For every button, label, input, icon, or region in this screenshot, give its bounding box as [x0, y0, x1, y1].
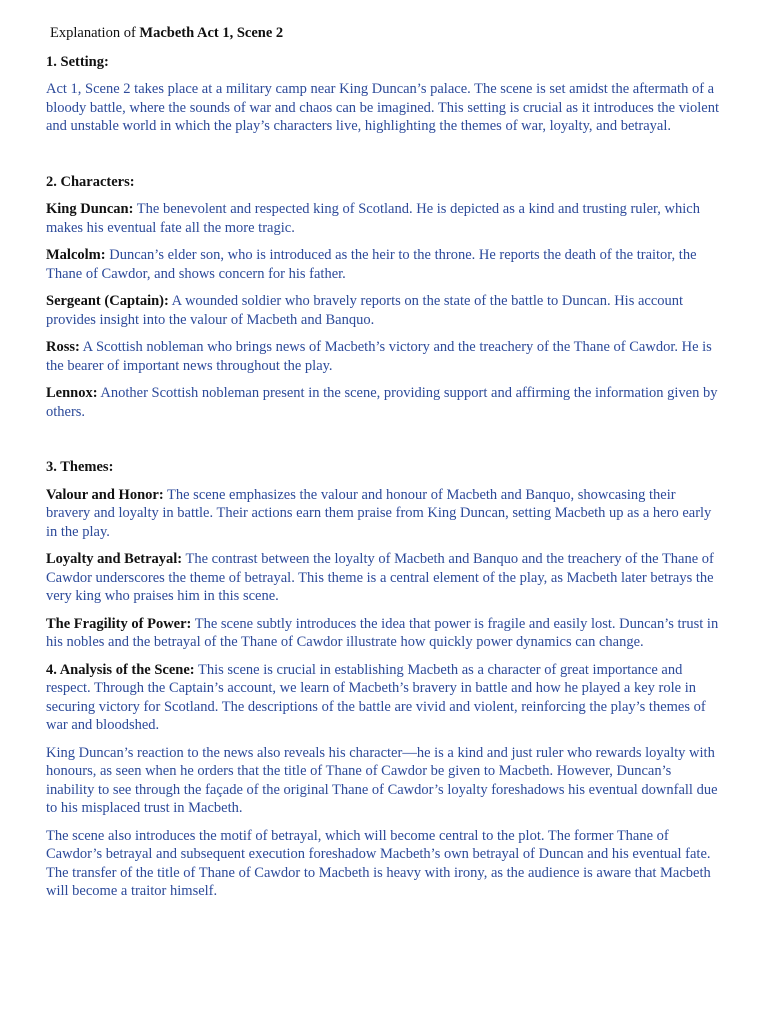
theme-entry: [46, 486, 722, 542]
characters-heading: 2. Characters:: [46, 173, 135, 190]
character-term: King Duncan:: [46, 201, 134, 217]
analysis-entry: [46, 661, 722, 735]
character-desc: Duncan’s elder son, who is introduced as the heir to the throne. He reports the death of the traitor, the Thane of Cawdor, and shows concern for his father.: [46, 247, 697, 282]
theme-desc: The scene subtly introduces the idea that power is fragile and easily lost. Duncan’s trust in his nobles and the betrayal of the Thane of Cawdor illustrate how quickly power dynamics can change.: [46, 615, 719, 650]
analysis-paragraph-3: The scene also introduces the motif of betrayal, which will become central to the plot. The former Thane of Cawdor’s betrayal and subsequent execution foreshadow Macbeth’s own betrayal of Duncan and his eventual fate. The transfer of the title of Thane of Cawdor to Macbeth is heavy with irony, as the audience is aware that Macbeth will become a traitor himself.: [46, 827, 711, 899]
character-desc: A Scottish nobleman who brings news of Macbeth’s victory and the treachery of the Thane of Cawdor. He is the bearer of important news throughout the play.: [46, 339, 712, 374]
character-entry: [46, 200, 722, 237]
title-bold: Macbeth Act 1, Scene 2: [139, 25, 284, 41]
spacer: [46, 145, 722, 173]
theme-term: The Fragility of Power:: [46, 615, 192, 632]
character-entry: [46, 292, 722, 329]
theme-desc: The scene emphasizes the valour and honour of Macbeth and Banquo, showcasing their bravery and loyalty in battle. Their actions earn them praise from King Duncan, setting Macbeth up as a hero early in the play.: [46, 486, 712, 540]
theme-desc: The contrast between the loyalty of Macbeth and Banquo and the treachery of the Thane of Cawdor underscores the theme of betrayal. This theme is a central element of the play, as Macbeth later betrays the very king who praises him in this scene.: [46, 551, 714, 604]
theme-entry: [46, 615, 722, 652]
analysis-text: This scene is crucial in establishing Macbeth as a character of great importance and respect. Through the Captain’s account, we learn of Macbeth’s bravery in battle and how he played a key role in securing victory for Scotland. The descriptions of the battle are vivid and violent, reinforcing the play’s themes of war and bloodshed.: [46, 661, 706, 733]
character-desc: The benevolent and respected king of Scotland. He is depicted as a kind and trusting ruler, which makes his eventual fate all the more tragic.: [46, 201, 700, 236]
character-term: Malcolm:: [46, 247, 106, 263]
character-term: Ross:: [46, 339, 80, 355]
character-entry: [46, 246, 722, 283]
title-prefix: Explanation of: [50, 25, 140, 41]
document-title: [50, 24, 722, 43]
character-entry: [46, 338, 722, 375]
character-entry: [46, 384, 722, 421]
setting-heading: 1. Setting:: [46, 53, 109, 70]
analysis-heading: 4. Analysis of the Scene:: [46, 661, 195, 678]
character-desc: A wounded soldier who bravely reports on the state of the battle to Duncan. His account provides insight into the valour of Macbeth and Banquo.: [46, 293, 684, 328]
theme-entry: [46, 550, 722, 606]
character-term: Sergeant (Captain):: [46, 293, 169, 309]
character-term: Lennox:: [46, 385, 98, 401]
analysis-paragraph-2: King Duncan’s reaction to the news also reveals his character—he is a kind and just ruler who rewards loyalty with honours, as seen when he orders that the title of Thane of Cawdor be given to Macbeth. However, Duncan’s inability to see through the façade of the original Thane of Cawdor’s loyalty foreshadows his eventual downfall due to his misplaced trust in Macbeth.: [46, 744, 718, 816]
theme-term: Loyalty and Betrayal:: [46, 551, 183, 567]
theme-term: Valour and Honor:: [46, 486, 164, 503]
themes-heading: 3. Themes:: [46, 459, 114, 475]
setting-text: Act 1, Scene 2 takes place at a military camp near King Duncan’s palace. The scene is set amidst the aftermath of a bloody battle, where the sounds of war and chaos can be imagined. This setting is crucial as it introduces the violent and unstable world in which the play’s characters live, highlighting the themes of war, loyalty, and betrayal.: [46, 81, 720, 134]
character-desc: Another Scottish nobleman present in the scene, providing support and affirming the information given by others.: [46, 385, 718, 420]
spacer: [46, 430, 722, 458]
